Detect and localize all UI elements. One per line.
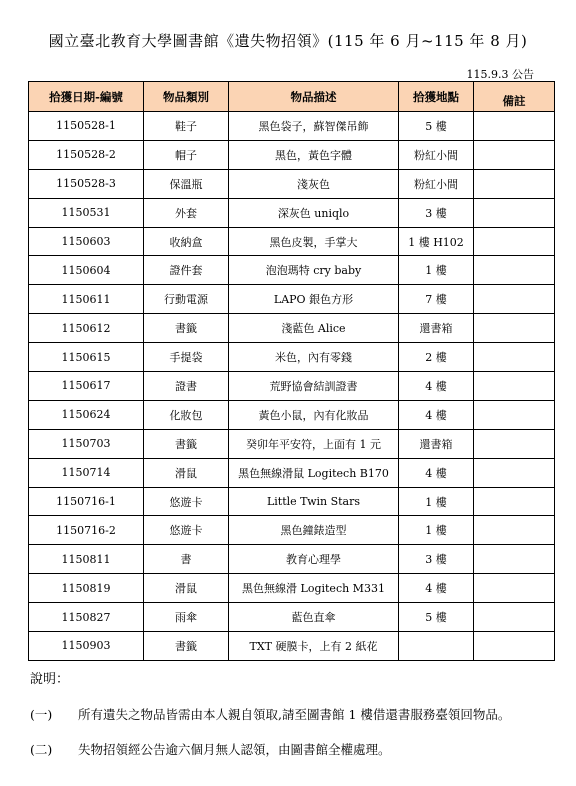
cell-location (399, 632, 474, 661)
table-row (29, 256, 555, 285)
cell-category: 行動電源 (144, 285, 229, 314)
cell-remarks (474, 632, 555, 661)
table-row (29, 227, 555, 256)
cell-description: 癸卯年平安符，上面有 1 元 (229, 429, 399, 458)
cell-description: 黑色，黃色字體 (229, 140, 399, 169)
cell-date-id: 1150528-3 (29, 169, 144, 198)
cell-remarks (474, 256, 555, 285)
cell-location: 還書箱 (399, 429, 474, 458)
table-row (29, 458, 555, 487)
cell-location: 4 樓 (399, 574, 474, 603)
cell-description: 黑色皮製，手掌大 (229, 227, 399, 256)
cell-remarks (474, 603, 555, 632)
cell-remarks (474, 140, 555, 169)
cell-category: 書籤 (144, 314, 229, 343)
cell-location: 5 樓 (399, 112, 474, 141)
cell-date-id: 1150624 (29, 400, 144, 429)
cell-description: 淺灰色 (229, 169, 399, 198)
header-location: 拾獲地點 (399, 82, 474, 112)
cell-remarks (474, 458, 555, 487)
cell-location: 4 樓 (399, 400, 474, 429)
table-row (29, 400, 555, 429)
cell-location: 5 樓 (399, 603, 474, 632)
cell-date-id: 1150819 (29, 574, 144, 603)
table-row (29, 632, 555, 661)
cell-description: 教育心理學 (229, 545, 399, 574)
cell-category: 證書 (144, 372, 229, 401)
cell-description: 淺藍色 Alice (229, 314, 399, 343)
cell-location: 粉紅小間 (399, 140, 474, 169)
cell-date-id: 1150612 (29, 314, 144, 343)
cell-remarks (474, 574, 555, 603)
cell-remarks (474, 429, 555, 458)
table-row (29, 545, 555, 574)
cell-location: 7 樓 (399, 285, 474, 314)
table-row (29, 487, 555, 516)
table-row (29, 343, 555, 372)
cell-remarks (474, 545, 555, 574)
notes-label: 說明： (30, 672, 70, 687)
cell-category: 鞋子 (144, 112, 229, 141)
cell-remarks (474, 400, 555, 429)
cell-date-id: 1150611 (29, 285, 144, 314)
cell-category: 悠遊卡 (144, 516, 229, 545)
note-item (30, 705, 510, 723)
table-row (29, 429, 555, 458)
cell-location: 3 樓 (399, 198, 474, 227)
table-row (29, 198, 555, 227)
cell-remarks (474, 198, 555, 227)
cell-remarks (474, 372, 555, 401)
cell-date-id: 1150603 (29, 227, 144, 256)
cell-remarks (474, 227, 555, 256)
table-row (29, 140, 555, 169)
header-description: 物品描述 (229, 82, 399, 112)
cell-description: 藍色直傘 (229, 603, 399, 632)
cell-description: Little Twin Stars (229, 487, 399, 516)
cell-category: 收納盒 (144, 227, 229, 256)
cell-location: 1 樓 H102 (399, 227, 474, 256)
cell-date-id: 1150703 (29, 429, 144, 458)
cell-category: 滑鼠 (144, 458, 229, 487)
table-row (29, 574, 555, 603)
cell-date-id: 1150716-2 (29, 516, 144, 545)
lost-found-table (28, 81, 555, 661)
table-row (29, 112, 555, 141)
cell-date-id: 1150903 (29, 632, 144, 661)
cell-category: 書籤 (144, 632, 229, 661)
note-number: (一) (30, 707, 53, 722)
cell-description: 黑色無線滑鼠 Logitech B170 (229, 458, 399, 487)
table-row (29, 603, 555, 632)
cell-category: 雨傘 (144, 603, 229, 632)
cell-description: LAPO 銀色方形 (229, 285, 399, 314)
cell-description: 深灰色 uniqlo (229, 198, 399, 227)
cell-date-id: 1150716-1 (29, 487, 144, 516)
note-number: (二) (30, 742, 53, 757)
cell-date-id: 1150528-2 (29, 140, 144, 169)
cell-description: TXT 硬膜卡，上有 2 紙花 (229, 632, 399, 661)
cell-description: 黑色袋子，蘇智傑吊飾 (229, 112, 399, 141)
cell-category: 悠遊卡 (144, 487, 229, 516)
cell-remarks (474, 169, 555, 198)
cell-date-id: 1150615 (29, 343, 144, 372)
cell-location: 1 樓 (399, 516, 474, 545)
cell-category: 證件套 (144, 256, 229, 285)
cell-date-id: 1150531 (29, 198, 144, 227)
cell-location: 3 樓 (399, 545, 474, 574)
table-header-row (29, 82, 555, 112)
cell-date-id: 1150528-1 (29, 112, 144, 141)
note-text: 失物招領經公告逾六個月無人認領，由圖書館全權處理。 (78, 742, 391, 757)
cell-description: 黑色鐘錶造型 (229, 516, 399, 545)
cell-location: 1 樓 (399, 256, 474, 285)
page-title: 國立臺北教育大學圖書館《遺失物招領》(115 年 6 月~115 年 8 月) (48, 32, 528, 50)
cell-category: 帽子 (144, 140, 229, 169)
cell-category: 手提袋 (144, 343, 229, 372)
table-row (29, 285, 555, 314)
header-remarks: 備註 (474, 82, 555, 112)
note-item (30, 740, 391, 758)
table-body (29, 112, 555, 661)
header-date-id: 拾獲日期-編號 (29, 82, 144, 112)
cell-location: 2 樓 (399, 343, 474, 372)
cell-location: 4 樓 (399, 458, 474, 487)
cell-description: 黃色小鼠，內有化妝品 (229, 400, 399, 429)
cell-location: 1 樓 (399, 487, 474, 516)
cell-date-id: 1150617 (29, 372, 144, 401)
cell-remarks (474, 112, 555, 141)
cell-description: 米色，內有零錢 (229, 343, 399, 372)
cell-category: 滑鼠 (144, 574, 229, 603)
cell-description: 荒野協會結訓證書 (229, 372, 399, 401)
cell-category: 保溫瓶 (144, 169, 229, 198)
cell-remarks (474, 314, 555, 343)
cell-location: 粉紅小間 (399, 169, 474, 198)
cell-date-id: 1150827 (29, 603, 144, 632)
cell-location: 還書箱 (399, 314, 474, 343)
cell-remarks (474, 487, 555, 516)
cell-category: 化妝包 (144, 400, 229, 429)
note-text: 所有遺失之物品皆需由本人親自領取,請至圖書館 1 樓借還書服務臺領回物品。 (78, 707, 511, 722)
cell-remarks (474, 343, 555, 372)
cell-category: 書籤 (144, 429, 229, 458)
announcement-date: 115.9.3 公告 (466, 68, 534, 81)
cell-description: 黑色無線滑 Logitech M331 (229, 574, 399, 603)
cell-description: 泡泡瑪特 cry baby (229, 256, 399, 285)
cell-date-id: 1150811 (29, 545, 144, 574)
cell-remarks (474, 516, 555, 545)
table-row (29, 314, 555, 343)
cell-date-id: 1150604 (29, 256, 144, 285)
table-row (29, 372, 555, 401)
table-row (29, 169, 555, 198)
table-row (29, 516, 555, 545)
cell-category: 書 (144, 545, 229, 574)
header-category: 物品類別 (144, 82, 229, 112)
cell-date-id: 1150714 (29, 458, 144, 487)
cell-location: 4 樓 (399, 372, 474, 401)
cell-category: 外套 (144, 198, 229, 227)
cell-remarks (474, 285, 555, 314)
